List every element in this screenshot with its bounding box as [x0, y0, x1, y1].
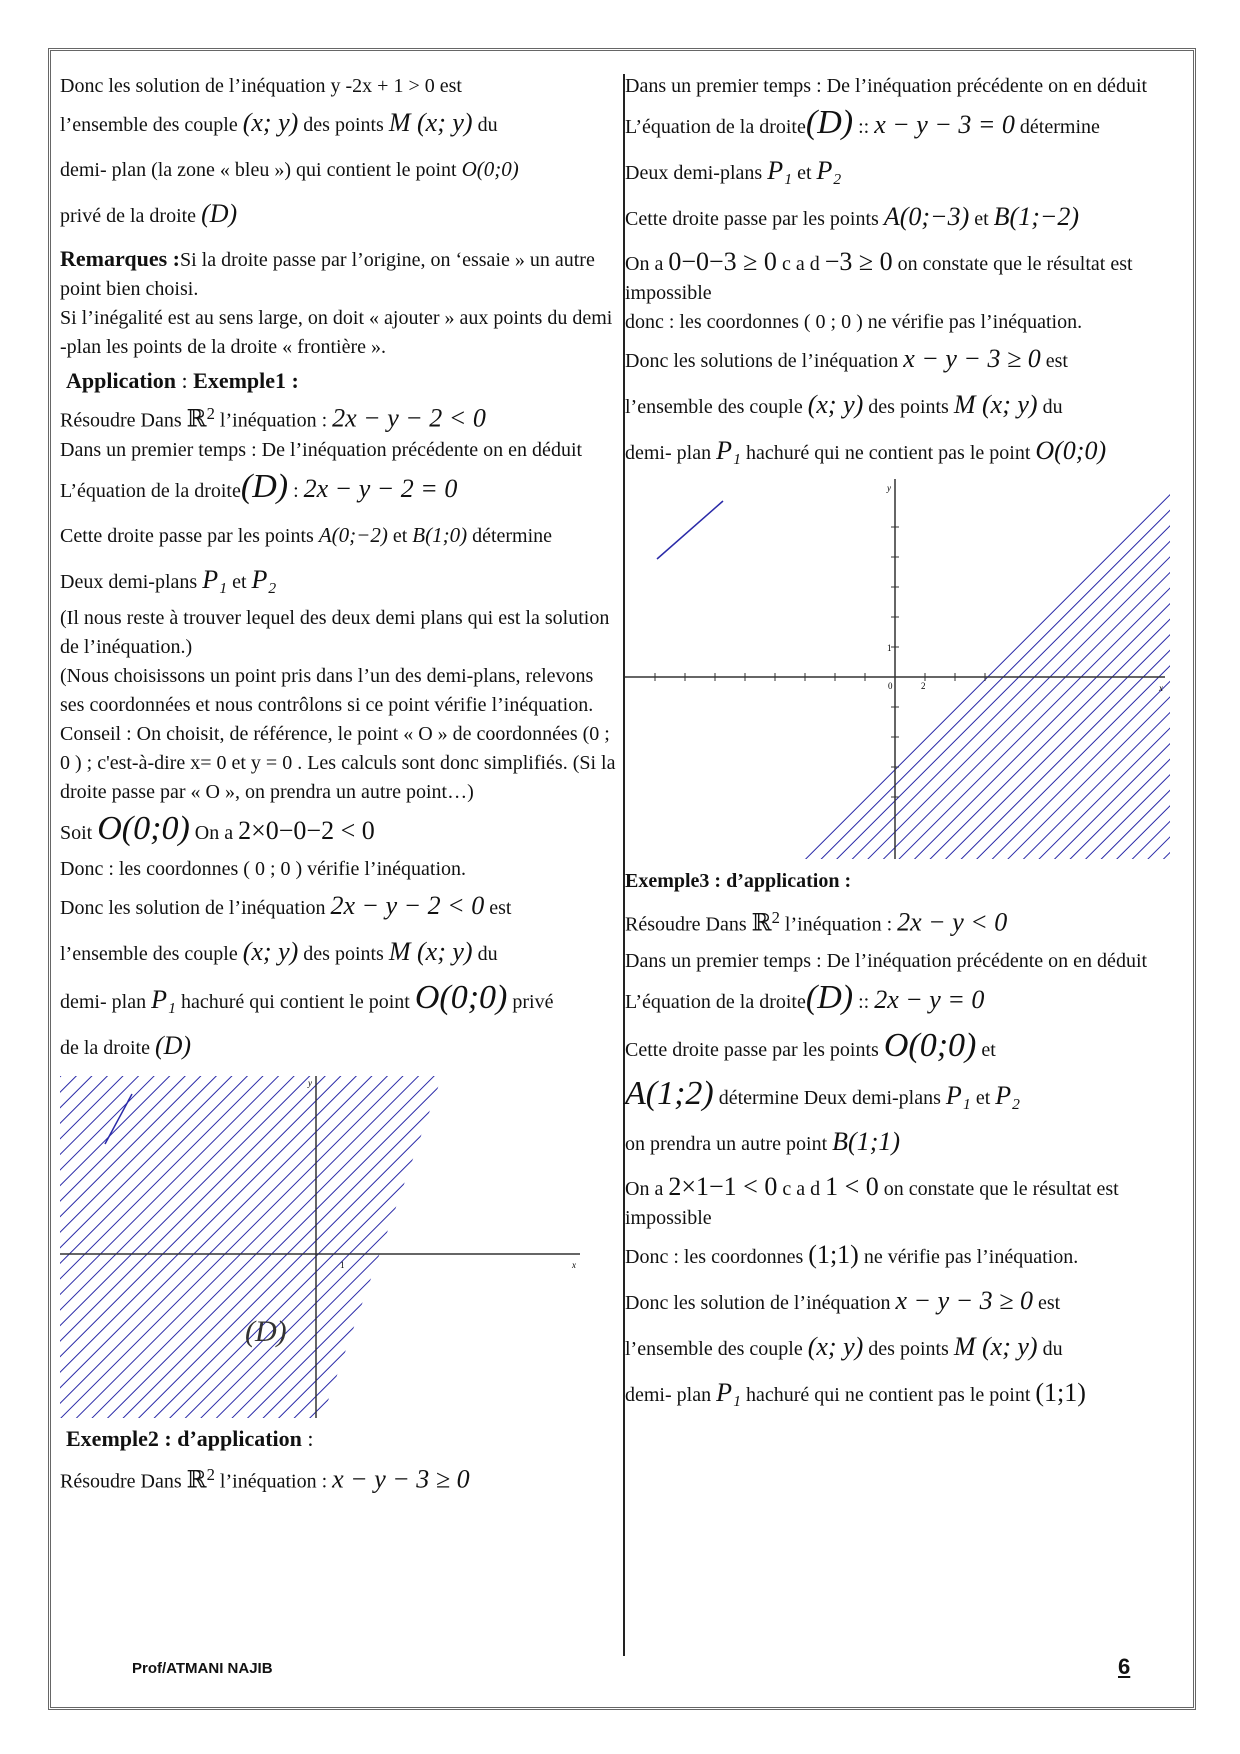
right-passe-points: Cette droite passe par les points A(0;−3) et B(1;−2)	[625, 202, 1080, 231]
right-passe-points-2: Cette droite passe par les points O(0;0) et	[625, 1026, 996, 1064]
ensemble-line: l’ensemble des couple (x; y) des points M (x; y) du	[60, 936, 498, 966]
graph-example1	[60, 1076, 590, 1418]
conseil: Conseil : On choisit, de référence, le point « O » de coordonnées (0 ; 0 ) ; c'est-à-dire x= 0 et y = 0 . Les calculs sont donc simplifiés. (Si la droite passe par « O », on prendra un autre point…)	[60, 722, 616, 803]
tick-one: 1	[340, 1259, 345, 1270]
right-donc-2: Donc les solutions de l’inéquation x − y − 3 ≥ 0 est	[625, 344, 1068, 373]
left-column	[60, 72, 620, 1503]
application-heading: Application : Exemple1 :	[66, 368, 299, 393]
right-column	[625, 72, 1170, 1417]
right-ensemble-line-2: l’ensemble des couple (x; y) des points M (x; y) du	[625, 1331, 1063, 1361]
donc-1: Donc : les coordonnes ( 0 ; 0 ) vérifie l’inéquation.	[60, 857, 466, 880]
x-axis-label: x	[572, 1259, 576, 1270]
right-demi-plan-line-2: demi- plan P₁ hachuré qui ne contient pas le point (1;1)	[625, 1377, 1086, 1407]
resolve-line: Résoudre Dans ℝ$^2$ l’inéquation : 2x − y − 2 < 0	[60, 403, 486, 433]
left-line-4: privé de la droite (D)	[60, 199, 238, 228]
right-demi-plan-line: demi- plan P₁ hachuré qui ne contient pas le point O(0;0)	[625, 436, 1107, 465]
donc-2: Donc les solution de l’inéquation 2x − y − 2 < 0 est	[60, 890, 512, 920]
de-la-droite: de la droite (D)	[60, 1030, 192, 1060]
graph-example2	[625, 479, 1170, 859]
demi-plan-line: demi- plan P₁ hachuré qui contient le point O(0;0) privé	[60, 978, 554, 1016]
right-donc-4: Donc les solution de l’inéquation x − y − 3 ≥ 0 est	[625, 1285, 1061, 1315]
x-axis-label: x	[1159, 683, 1163, 693]
right-premier-temps-2: Dans un premier temps : De l’inéquation précédente on en déduit	[625, 949, 1148, 972]
right-on-a-2: On a 2×1−1 < 0 c a d 1 < 0 on constate que le résultat est impossible	[625, 1171, 1119, 1229]
left-line-3: demi- plan (la zone « bleu ») qui contient le point O(0;0)	[60, 157, 519, 181]
line-d-fragment	[657, 501, 723, 559]
y-axis-label: y	[887, 483, 891, 493]
exemple3-resolve: Résoudre Dans ℝ$^2$ l’inéquation : 2x − y < 0	[625, 907, 1008, 937]
right-autre-point: on prendra un autre point B(1;1)	[625, 1126, 901, 1156]
right-equation-droite-2: L’équation de la droite(D) :: 2x − y = 0	[625, 978, 985, 1016]
right-ensemble-line: l’ensemble des couple (x; y) des points M (x; y) du	[625, 390, 1063, 419]
paragraph-2: (Nous choisissons un point pris dans l’un des demi-plans, relevons ses coordonnées et nous contrôlons si ce point vérifie l’inéquation.	[60, 664, 594, 716]
right-demi-plans: Deux demi-plans P₁ et P₂	[625, 156, 842, 185]
tick-two: 2	[921, 681, 926, 691]
right-premier-temps: Dans un premier temps : De l’inéquation précédente on en déduit	[625, 75, 1148, 97]
soit-line: Soit O(0;0) On a 2×0−0−2 < 0	[60, 809, 375, 847]
footer-author: Prof/ATMANI NAJIB	[132, 1660, 273, 1677]
left-line-1: Donc les solution de l’inéquation y -2x + 1 > 0 est	[60, 75, 462, 97]
right-donc-3: Donc : les coordonnes (1;1) ne vérifie pas l’inéquation.	[625, 1239, 1079, 1269]
remarks: Remarques :Si la droite passe par l’origine, on ‘essaie » un autre point bien choisi.	[60, 246, 595, 300]
page-number: 6	[1118, 1654, 1131, 1679]
hatched-region	[795, 489, 1170, 859]
line-d-label: (D)	[245, 1314, 287, 1348]
tick-one: 1	[887, 643, 892, 653]
exemple2-resolve: Résoudre Dans ℝ$^2$ l’inéquation : x − y − 3 ≥ 0	[60, 1464, 470, 1494]
right-equation-droite: L’équation de la droite(D) :: x − y − 3 = 0 détermine	[625, 104, 1100, 141]
passe-points: Cette droite passe par les points A(0;−2) et B(1;0) détermine	[60, 522, 553, 547]
hatched-region	[60, 1076, 442, 1418]
premier-temps: Dans un premier temps : De l’inéquation précédente on en déduit	[60, 438, 583, 461]
right-on-a: On a 0−0−3 ≥ 0 c a d −3 ≥ 0 on constate que le résultat est impossible	[625, 247, 1133, 304]
y-axis-label: y	[308, 1077, 312, 1088]
paragraph-1: (Il nous reste à trouver lequel des deux demi plans qui est la solution de l’inéquation.)	[60, 606, 610, 658]
demi-plans: Deux demi-plans P₁ et P₂	[60, 564, 277, 594]
right-determine: A(1;2) détermine Deux demi-plans P₁ et P₂	[625, 1074, 1021, 1112]
equation-droite: L’équation de la droite(D) : 2x − y − 2 = 0	[60, 467, 458, 505]
remarks-2: Si l’inégalité est au sens large, on doit « ajouter » aux points du demi -plan les points de la droite « frontière ».	[60, 307, 613, 358]
exemple2-heading: Exemple2 : d’application :	[66, 1425, 314, 1451]
exemple3-heading: Exemple3 : d’application :	[625, 870, 852, 892]
origin-label: 0	[888, 681, 893, 691]
right-donc-1: donc : les coordonnes ( 0 ; 0 ) ne vérifie pas l’inéquation.	[625, 311, 1083, 333]
left-line-2: l’ensemble des couple (x; y) des points M (x; y) du	[60, 108, 498, 137]
